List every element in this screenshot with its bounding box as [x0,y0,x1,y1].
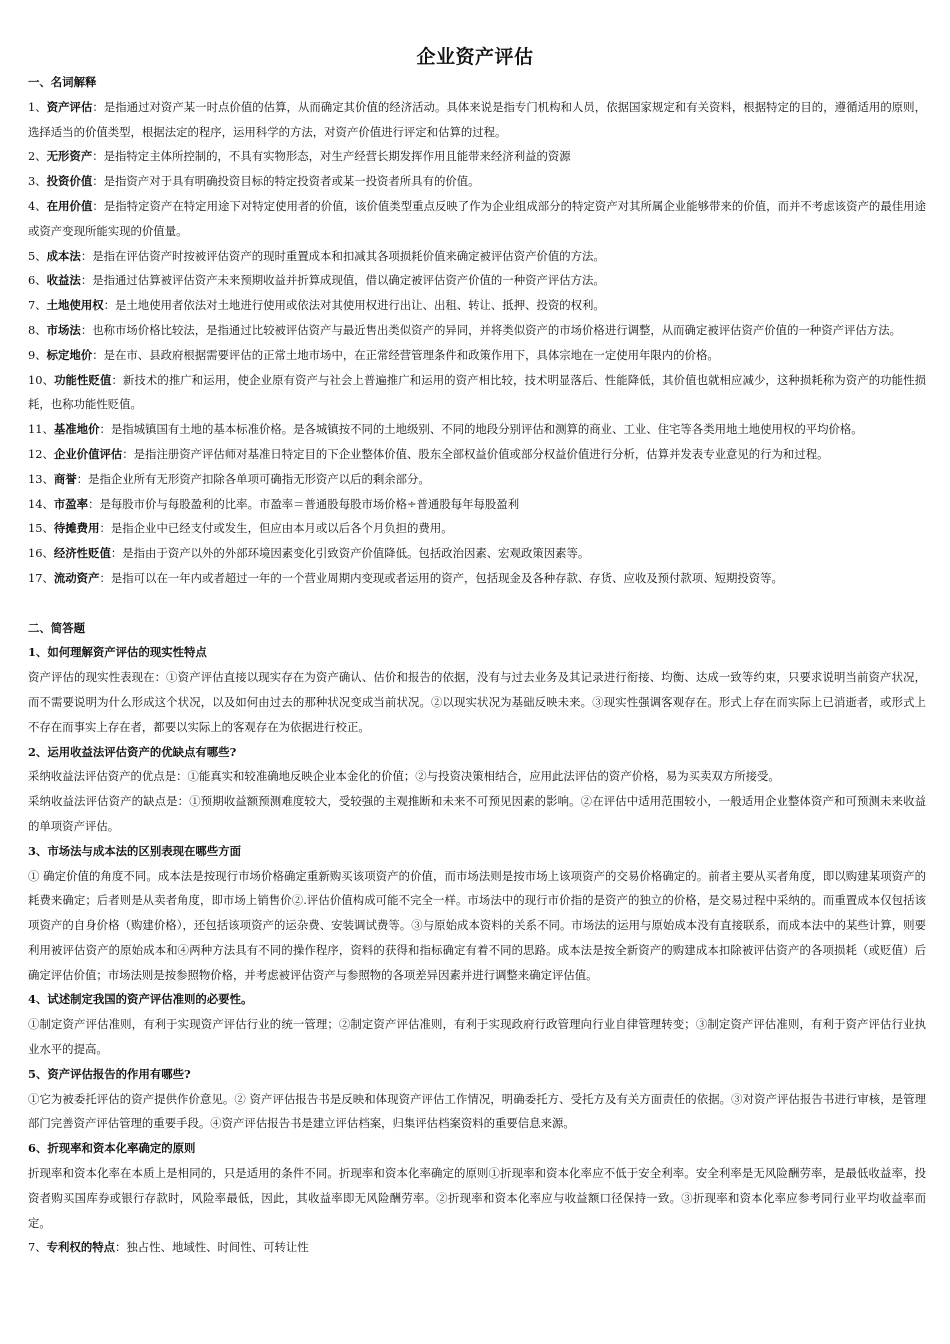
definition-list [28,95,926,591]
answer-paragraph: ①制定资产评估准则，有利于实现资产评估行业的统一管理；②制定资产评估准则，有利于实现政府行政管理向行业自律管理转变；③制定资产评估准则，有利于资产评估行业执业水平的提高。 [28,1017,926,1057]
definition-separator: ： [99,521,111,536]
definition-text: 是指特定主体所控制的，不具有实物形态，对生产经营长期发挥作用且能带来经济利益的资源 [103,149,571,164]
definition-separator: ： [92,347,104,362]
answer-paragraph: ① 确定价值的角度不同。成本法是按现行市场价格确定重新购买该项资产的价值，而市场法则是按市场上该项资产的交易价格确定的。前者主要从买者角度，即以购建某项资产的耗费来确定；后者则是从卖者角度，即市场上销售价②.评估价值构成可能不完全一样。市场法中的现行市价指的是资产的独立的价格，是交易过程中采纳的。而重置成本仅包括该项资产的自身价格（购建价格），还包括该项资产的运杂费、安装调试费等。③与原始成本资料的关系不同。市场法的运用与原始成本没有直接联系，而成本法中的某些计算，则要利用被评估资产的原始成本和④两种方法具有不同的操作程序，资料的获得和指标确定有着不同的思路。成本法是按全新资产的购建成本扣除被评估资产的各项损耗（或贬值）后确定评估价值；市场法则是按参照物价格，并考虑被评估资产与参照物的各项差异因素并进行调整来确定评估值。 [28,868,926,982]
definition-term: 商誉 [53,471,77,486]
definition-term: 土地使用权 [46,298,104,313]
definition-item [28,1235,926,1260]
definition-item [28,516,926,541]
definition-number: 11、 [28,422,54,437]
definition-item [28,467,926,492]
definition-text: 新技术的推广和运用，使企业原有资产与社会上普遍推广和运用的资产相比较，技术明显落后、性能降低，其价值也就相应减少，这种损耗称为资产的功能性损耗，也称功能性贬值。 [28,372,926,412]
definition-text: 是土地使用者依法对土地进行使用或依法对其使用权进行出让、出租、转让、抵押、投资的权利。 [115,298,605,313]
definition-number: 15、 [28,521,54,536]
section-heading-questions: 二、简答题 [28,620,85,635]
question-heading: 2、运用收益法评估资产的优缺点有哪些? [28,744,237,759]
definition-number: 17、 [28,570,54,585]
answer-paragraph: 采纳收益法评估资产的缺点是：①预期收益额预测难度较大，受较强的主观推断和未来不可预见因素的影响。②在评估中适用范围较小，一般适用企业整体资产和可预测未来收益的单项资产评估。 [28,794,926,833]
definition-number: 4、 [28,198,47,213]
definition-number: 16、 [28,546,54,561]
definition-item [28,541,926,566]
definition-separator: ： [110,546,123,561]
definition-term: 流动资产 [53,570,100,585]
definition-number: 7、 [28,1240,47,1255]
definition-text: 是在市、县政府根据需要评估的正常土地市场中，在正常经营管理条件和政策作用下，具体宗地在一定使用年限内的价格。 [103,347,719,362]
definition-separator: ： [92,174,104,189]
question-list [28,640,926,1235]
definition-term: 企业价值评估 [53,446,123,461]
definition-number: 13、 [28,471,54,486]
section-gap [28,591,926,616]
definition-separator: ： [80,273,93,288]
definition-number: 2、 [28,149,47,164]
document-title: 企业资产评估 [416,46,534,68]
definition-separator: ： [103,298,116,313]
definition-separator: ： [92,99,104,114]
definition-item [28,368,926,418]
definition-term: 在用价值 [46,198,93,213]
definition-separator: ： [111,372,123,387]
answer-paragraph: 采纳收益法评估资产的优点是：①能真实和较准确地反映企业本金化的价值；②与投资决策相结合，应用此法评估的资产价格，易为买卖双方所接受。 [28,769,780,784]
definition-number: 8、 [28,322,47,337]
definition-term: 功能性贬值 [54,372,112,387]
definition-item [28,442,926,467]
definition-number: 5、 [28,248,47,263]
answer-paragraph: ①它为被委托评估的资产提供作价意见。② 资产评估报告书是反映和体现资产评估工作情况，明确委托方、受托方及有关方面责任的依据。③对资产评估报告书进行审核，是管理部门完善资产评估管理的重要手段。④资产评估报告书是建立评估档案，归集评估档案资料的重要信息来源。 [28,1091,926,1131]
definition-term: 标定地价 [46,347,93,362]
definition-text: 是指企业所有无形资产扣除各单项可确指无形资产以后的剩余部分。 [88,471,430,486]
question-heading: 5、资产评估报告的作用有哪些? [28,1066,191,1081]
definition-separator: ： [99,570,111,585]
definition-text: 是指可以在一年内或者超过一年的一个营业周期内变现或者运用的资产，包括现金及各种存款、存货、应收及预付款项、短期投资等。 [110,570,783,585]
definition-text: 是指由于资产以外的外部环境因素变化引致资产价值降低。包括政治因素、宏观政策因素等。 [122,546,590,561]
definition-term: 资产评估 [46,99,93,114]
definition-term: 市场法 [46,322,81,337]
definition-item [28,244,926,269]
definition-item [28,194,926,244]
definition-term: 专利权的特点 [46,1240,115,1255]
definition-text: 也称市场价格比较法，是指通过比较被评估资产与最近售出类似资产的异同，并将类似资产的市场价格进行调整，从而确定被评估资产价值的一种资产评估方法。 [92,322,901,337]
definition-item [28,343,926,368]
document-body [28,70,926,1260]
definition-separator: ： [122,446,134,461]
definition-number: 12、 [28,446,54,461]
definition-separator: ： [92,149,104,164]
answer-paragraph: 折现率和资本化率在本质上是相同的，只是适用的条件不同。折现率和资本化率确定的原则①折现率和资本化率应不低于安全利率。安全利率是无风险酬劳率，是最低收益率，投资者购买国库券或银行存款时，风险率最低，因此，其收益率即无风险酬劳率。②折现率和资本化率应与收益额口径保持一致。③折现率和资本化率应参考同行业平均收益率而定。 [28,1166,926,1230]
definition-item [28,293,926,318]
definition-term: 投资价值 [46,174,93,189]
question-heading: 3、市场法与成本法的区别表现在哪些方面 [28,843,241,858]
definition-number: 14、 [28,496,54,511]
definition-separator: ： [80,322,93,337]
definition-separator: ： [88,496,100,511]
definition-separator: ： [80,248,93,263]
definition-term: 收益法 [46,273,81,288]
definition-text: 是指在评估资产时按被评估资产的现时重置成本和扣减其各项损耗价值来确定被评估资产价值的方法。 [92,248,605,263]
definition-text: 独占性、地域性、时间性、可转让性 [126,1240,309,1255]
definition-separator: ： [76,471,89,486]
definition-number: 7、 [28,298,47,313]
definition-text: 是指城镇国有土地的基本标准价格。是各城镇按不同的土地级别、不同的地段分别评估和测算的商业、工业、住宅等各类用地土地使用权的平均价格。 [110,422,863,437]
definition-text: 是指企业中已经支付或发生，但应由本月或以后各个月负担的费用。 [110,521,453,536]
definition-text: 是每股市价与每股盈利的比率。市盈率＝普通股每股市场价格÷普通股每年每股盈利 [99,496,520,511]
definition-term: 成本法 [46,248,81,263]
definition-number: 1、 [28,99,47,114]
definition-separator: ： [115,1240,127,1255]
definition-item [28,417,926,442]
section-heading-definitions: 一、名词解释 [28,75,97,89]
question-heading: 6、折现率和资本化率确定的原则 [28,1141,196,1156]
definition-text: 是指特定资产在特定用途下对特定使用者的价值，该价值类型重点反映了作为企业组成部分的特定资产对其所属企业能够带来的价值，而并不考虑该资产的最佳用途或资产变现所能实现的价值量。 [28,198,926,238]
definition-number: 6、 [28,273,47,288]
definition-term: 基准地价 [53,422,100,437]
definition-number: 9、 [28,347,47,362]
definition-text: 是指通过估算被评估资产未来预期收益并折算成现值，借以确定被评估资产价值的一种资产评估方法。 [92,273,605,288]
question-heading: 1、如何理解资产评估的现实性特点 [28,645,207,660]
definition-item [28,492,926,517]
definition-item [28,318,926,343]
definition-item [28,169,926,194]
definition-text: 是指通过对资产某一时点价值的估算，从而确定其价值的经济活动。具体来说是指专门机构和人员，依据国家规定和有关资料，根据特定的目的，遵循适用的原则，选择适当的价值类型，根据法定的程序，运用科学的方法，对资产价值进行评定和估算的过程。 [28,99,926,139]
definition-separator: ： [99,422,111,437]
definition-item [28,95,926,145]
definition-term: 无形资产 [46,149,93,164]
answer-paragraph: 资产评估的现实性表现在：①资产评估直接以现实存在为资产确认、估价和报告的依据，没有与过去业务及其记录进行衔接、均衡、达成一致等约束，只要求说明当前资产状况，而不需要说明为什么形成这个状况，以及如何由过去的那种状况变成当前状况。②以现实状况为基础反映未来。③现实性强调客观存在。形式上存在而实际上已消逝者，或形式上不存在而事实上存在者，都要以实际上的客观存在为依据进行校正。 [28,670,926,734]
definition-text: 是指注册资产评估师对基准日特定目的下企业整体价值、股东全部权益价值或部分权益价值进行分析，估算并发表专业意见的行为和过程。 [133,446,829,461]
definition-item [28,566,926,591]
definition-number: 10、 [28,372,55,387]
definition-number: 3、 [28,174,47,189]
definition-item [28,144,926,169]
question-heading: 4、试述制定我国的资产评估准则的必要性。 [28,992,253,1007]
definition-item [28,268,926,293]
definition-term: 经济性贬值 [53,546,111,561]
definition-separator: ： [92,198,104,213]
definition-term: 市盈率 [53,496,89,511]
definition-text: 是指资产对于具有明确投资目标的特定投资者或某一投资者所具有的价值。 [103,174,480,189]
definition-term: 待摊费用 [53,521,100,536]
